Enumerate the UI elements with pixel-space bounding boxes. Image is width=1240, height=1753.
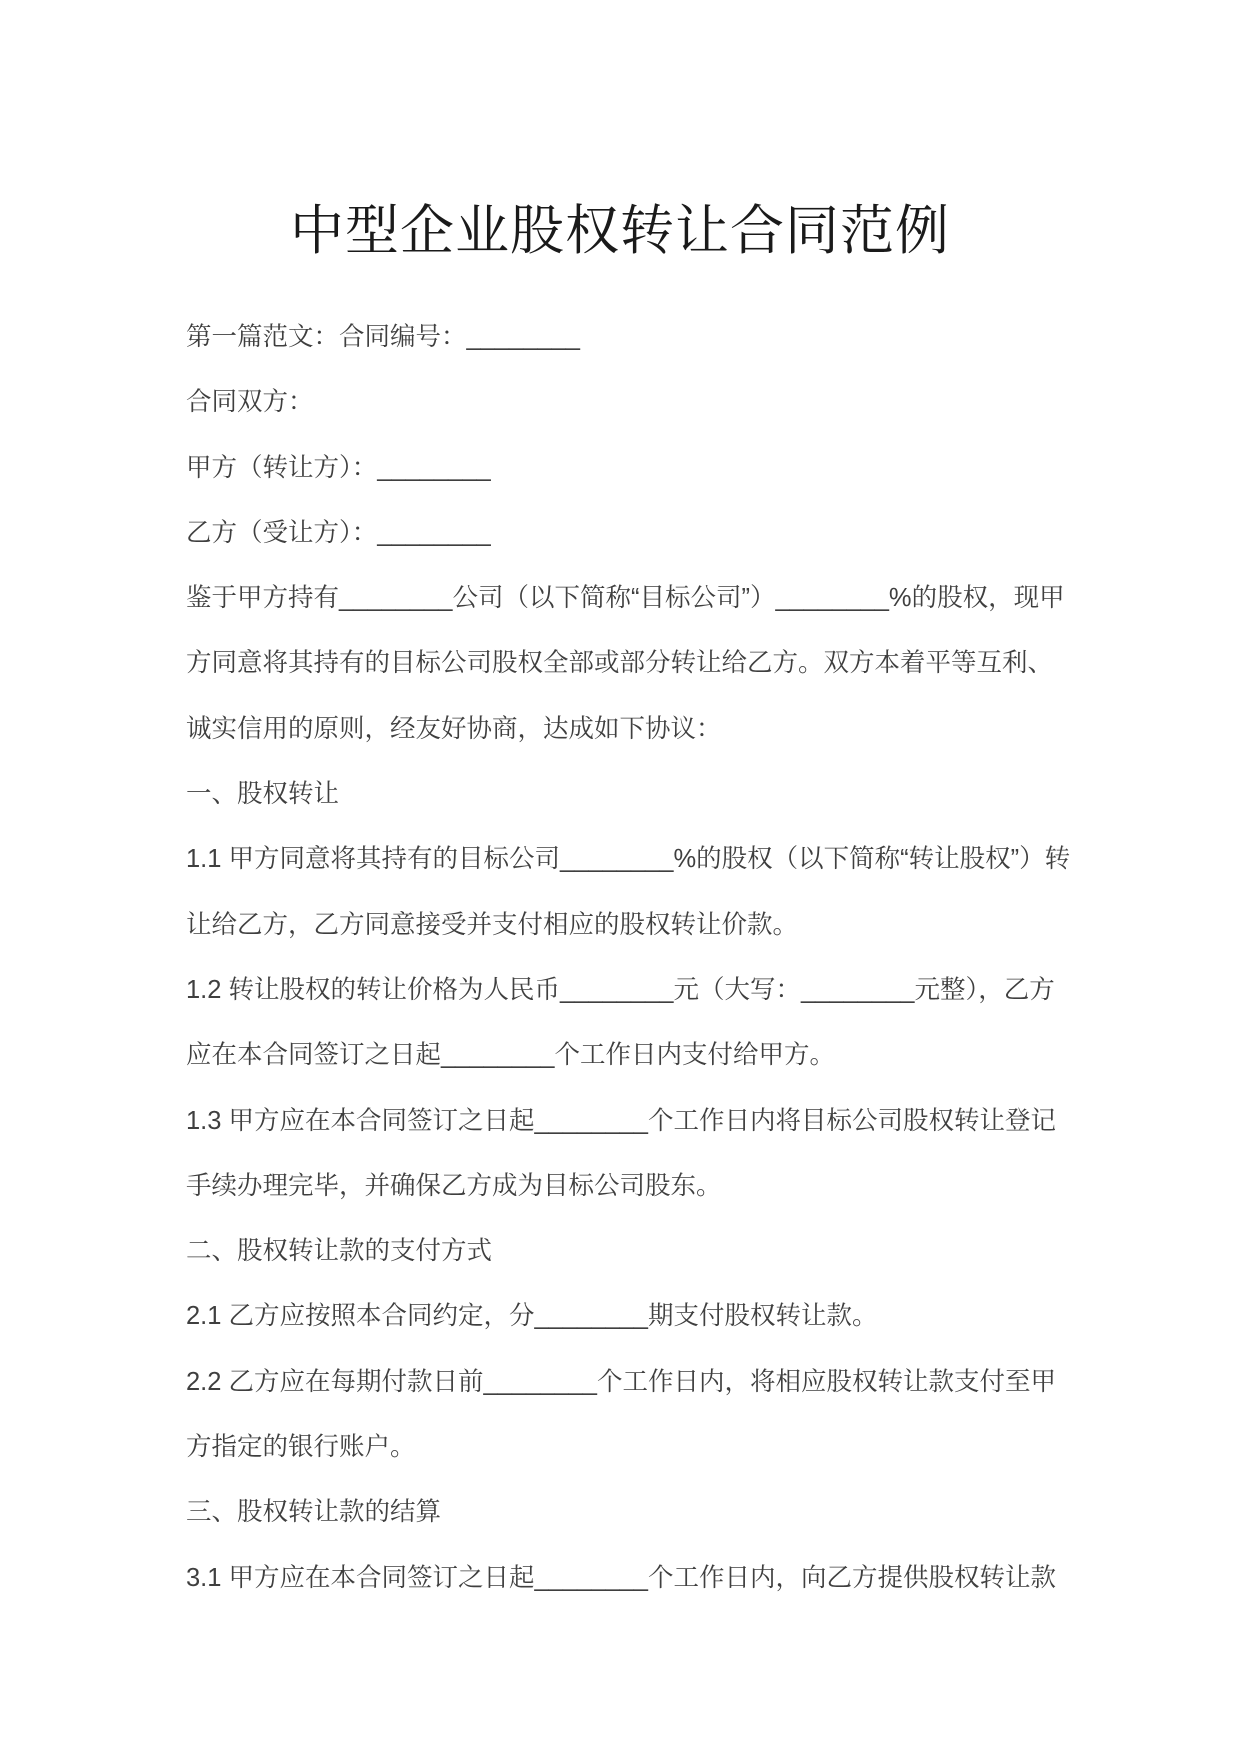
document-line: 鉴于甲方持有________公司（以下简称“目标公司”）________%的股权，现甲 bbox=[186, 584, 1065, 613]
document-line: 三、股权转让款的结算 bbox=[186, 1498, 442, 1527]
document-line: 方同意将其持有的目标公司股权全部或部分转让给乙方。双方本着平等互利、 bbox=[186, 649, 1054, 678]
document-body bbox=[186, 305, 1071, 1611]
document-line: 1.2 转让股权的转让价格为人民币________元（大写：________元整），乙方 bbox=[186, 975, 1055, 1004]
document-line: 手续办理完毕，并确保乙方成为目标公司股东。 bbox=[186, 1171, 722, 1200]
document-line: 合同双方： bbox=[186, 388, 314, 417]
document-line: 方指定的银行账户。 bbox=[186, 1433, 416, 1462]
document-line: 应在本合同签订之日起________个工作日内支付给甲方。 bbox=[186, 1041, 835, 1070]
document-line: 3.1 甲方应在本合同签订之日起________个工作日内，向乙方提供股权转让款 bbox=[186, 1563, 1056, 1592]
document-line: 2.2 乙方应在每期付款日前________个工作日内，将相应股权转让款支付至甲 bbox=[186, 1367, 1056, 1396]
document-line: 二、股权转让款的支付方式 bbox=[186, 1237, 493, 1266]
document-line: 让给乙方，乙方同意接受并支付相应的股权转让价款。 bbox=[186, 910, 799, 939]
document-line: 诚实信用的原则，经友好协商，达成如下协议： bbox=[186, 714, 722, 743]
document-line: 1.3 甲方应在本合同签订之日起________个工作日内将目标公司股权转让登记 bbox=[186, 1106, 1056, 1135]
document-line: 2.1 乙方应按照本合同约定，分________期支付股权转让款。 bbox=[186, 1302, 878, 1331]
document-line: 一、股权转让 bbox=[186, 780, 340, 809]
document-line: 甲方（转让方）：________ bbox=[186, 453, 491, 482]
document-line: 1.1 甲方同意将其持有的目标公司________%的股权（以下简称“转让股权”）转 bbox=[186, 845, 1071, 874]
document-line: 乙方（受让方）：________ bbox=[186, 518, 491, 547]
document-line: 第一篇范文：合同编号：________ bbox=[186, 323, 580, 351]
document-title: 中型企业股权转让合同范例 bbox=[290, 201, 950, 261]
